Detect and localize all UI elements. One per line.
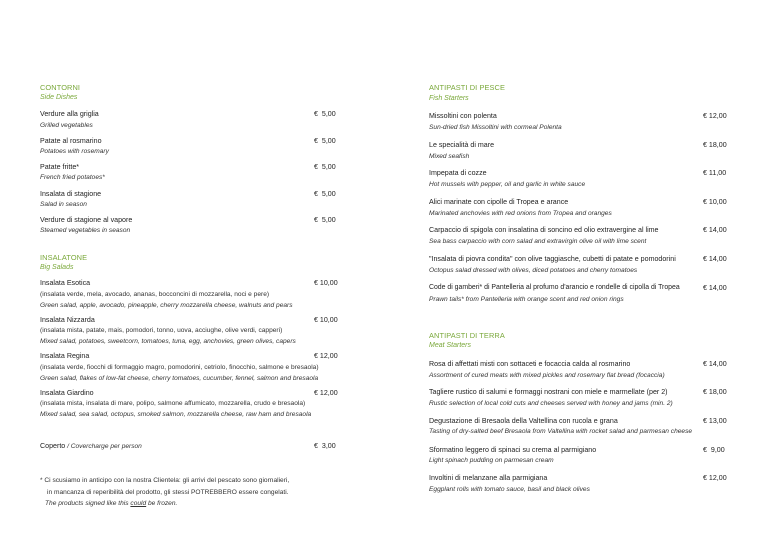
note-line-1: * Ci scusiamo in anticipo con la nostra Clientela: gli arrivi del pescato sono giornalieri, xyxy=(40,477,290,484)
item-description: Sun-dried fish Missoltini with cormeal Polenta xyxy=(429,124,562,131)
item-name: Patate fritte* xyxy=(40,163,80,171)
item-name: Tagliere rustico di salumi e formaggi nostrani con miele e marmellate (per 2) xyxy=(429,388,668,396)
antipasti-terra-title: ANTIPASTI DI TERRA xyxy=(429,331,505,340)
item-ingredients: (insalata mista, insalata di mare, polipo, salmone affumicato, mozzarella, crudo e bresaola) xyxy=(40,400,306,407)
item-name: Carpaccio di spigola con insalatina di soncino ed olio extravergine al lime xyxy=(429,226,659,234)
note-line-3-end: be frozen. xyxy=(146,500,178,507)
item-price: € 18,00 xyxy=(703,388,727,396)
item-description: Light spinach pudding on parmesan cream xyxy=(429,457,554,464)
item-ingredients: (insalata mista, patate, mais, pomodori, tonno, uova, acciughe, olive verdi, capperi) xyxy=(40,327,283,334)
item-description: Potatoes with rosemary xyxy=(40,148,109,155)
item-description: Assortment of cured meats with mixed pickles and rosemary flat bread (focaccia) xyxy=(429,372,665,379)
item-description: Eggplant rolls with tomato sauce, basil and black olives xyxy=(429,486,590,493)
item-price: € 5,00 xyxy=(314,163,336,171)
contorni-title: CONTORNI xyxy=(40,83,81,92)
coperto-label: Coperto xyxy=(40,442,66,450)
contorni-subtitle: Side Dishes xyxy=(40,94,78,101)
item-price: € 10,00 xyxy=(314,316,338,324)
note-line-3-underlined: could xyxy=(130,500,147,507)
insalatone-subtitle: Big Salads xyxy=(40,264,74,271)
item-price: € 5,00 xyxy=(314,137,336,145)
item-ingredients: (insalata verde, mela, avocado, ananas, bocconcini di mozzarella, noci e pere) xyxy=(40,291,270,298)
item-price: € 10,00 xyxy=(314,279,338,287)
antipasti-pesce-title: ANTIPASTI DI PESCE xyxy=(429,83,505,92)
item-description: Sea bass carpaccio with corn salad and extravirgin olive oil with lime scent xyxy=(429,238,647,245)
item-description: Green salad, apple, avocado, pineapple, cherry mozzarella cheese, walnuts and pears xyxy=(40,302,293,309)
item-price: € 14,00 xyxy=(703,226,727,234)
item-name: Verdure di stagione al vapore xyxy=(40,216,133,224)
item-description: Hot mussels with pepper, oil and garlic in white sauce xyxy=(429,181,586,188)
item-price: € 14,00 xyxy=(703,255,727,263)
item-name: Le specialità di mare xyxy=(429,141,495,149)
item-price: € 12,00 xyxy=(703,112,727,120)
item-description: Marinated anchovies with red onions from Tropea and oranges xyxy=(429,210,612,217)
antipasti-pesce-subtitle: Fish Starters xyxy=(429,95,469,102)
item-name: Patate al rosmarino xyxy=(40,137,102,145)
coperto-text xyxy=(40,442,142,450)
item-description: Tasting of dry-salted beef Bresaola from Valtellina with rocket salad and parmesan cheese xyxy=(429,428,693,435)
item-price: € 5,00 xyxy=(314,110,336,118)
coperto-price: € 3,00 xyxy=(314,442,336,450)
item-description: Green salad, flakes of low-fat cheese, cherry tomatoes, cucumber, fennel, salmon and bresaola xyxy=(40,375,319,382)
item-price: € 12,00 xyxy=(314,389,338,397)
item-name: Alici marinate con cipolle di Tropea e arance xyxy=(429,198,569,206)
item-price: € 11,00 xyxy=(703,169,727,177)
item-price: € 14,00 xyxy=(703,284,727,292)
item-description: Mixed salad, potatoes, sweetcorn, tomatoes, tuna, egg, anchovies, green olives, capers xyxy=(40,338,296,345)
item-price: € 5,00 xyxy=(314,216,336,224)
item-description: Grilled vegetables xyxy=(40,122,93,129)
item-description: Mixed seafish xyxy=(429,153,470,160)
item-name: Verdure alla griglia xyxy=(40,110,99,118)
note-line-3-start: The products signed like this xyxy=(45,500,131,507)
item-name: Rosa di affettati misti con sottaceti e focaccia calda al rosmarino xyxy=(429,360,631,368)
item-price: € 12,00 xyxy=(314,352,338,360)
item-name: Code di gamberi* di Pantelleria al profumo d'arancio e rondelle di cipolla di Tropea xyxy=(429,284,680,291)
coperto-description: / Covercharge per person xyxy=(65,443,142,450)
item-ingredients: (insalata verde, fiocchi di formaggio magro, pomodorini, cetriolo, finocchio, salmone e bresaola) xyxy=(40,364,319,371)
item-name: Insalata Giardino xyxy=(40,389,94,397)
note-line-3 xyxy=(45,500,177,507)
item-description: Rustic selection of local cold cuts and cheeses served with honey and jams (min. 2) xyxy=(429,400,673,407)
item-description: French fried potatoes* xyxy=(40,174,105,181)
item-price: € 14,00 xyxy=(703,360,727,368)
item-description: Salad in season xyxy=(40,201,87,208)
note-line-2: in mancanza di reperibilità del prodotto, gli stessi POTREBBERO essere congelati. xyxy=(47,489,289,496)
item-description: Prawn tails* from Pantelleria with orange scent and red onion rings xyxy=(429,296,624,303)
item-description: Octopus salad dressed with olives, diced potatoes and cherry tomatoes xyxy=(429,267,638,274)
item-name: Degustazione di Bresaola della Valtellina con rucola e grana xyxy=(429,417,618,425)
item-price: € 18,00 xyxy=(703,141,727,149)
item-name: Impepata di cozze xyxy=(429,169,487,177)
item-price: € 5,00 xyxy=(314,190,336,198)
item-name: Insalata Esotica xyxy=(40,279,91,287)
item-price: € 9,00 xyxy=(703,446,725,454)
item-name: "Insalata di piovra condita" con olive taggiasche, cubetti di patate e pomodorini xyxy=(429,255,676,263)
item-description: Steamed vegetables in season xyxy=(40,227,131,234)
item-name: Missoltini con polenta xyxy=(429,112,497,120)
item-name: Insalata di stagione xyxy=(40,190,102,198)
insalatone-title: INSALATONE xyxy=(40,253,88,262)
item-name: Insalata Regina xyxy=(40,352,90,360)
item-name: Involtini di melanzane alla parmigiana xyxy=(429,474,548,482)
item-price: € 13,00 xyxy=(703,417,727,425)
item-price: € 12,00 xyxy=(703,474,727,482)
item-name: Insalata Nizzarda xyxy=(40,316,95,324)
antipasti-terra-subtitle: Meat Starters xyxy=(429,342,472,349)
item-name: Sformatino leggero di spinaci su crema al parmigiano xyxy=(429,446,597,454)
item-price: € 10,00 xyxy=(703,198,727,206)
item-description: Mixed salad, sea salad, octopus, smoked salmon, mozzarella cheese, raw ham and bresaola xyxy=(40,411,312,418)
